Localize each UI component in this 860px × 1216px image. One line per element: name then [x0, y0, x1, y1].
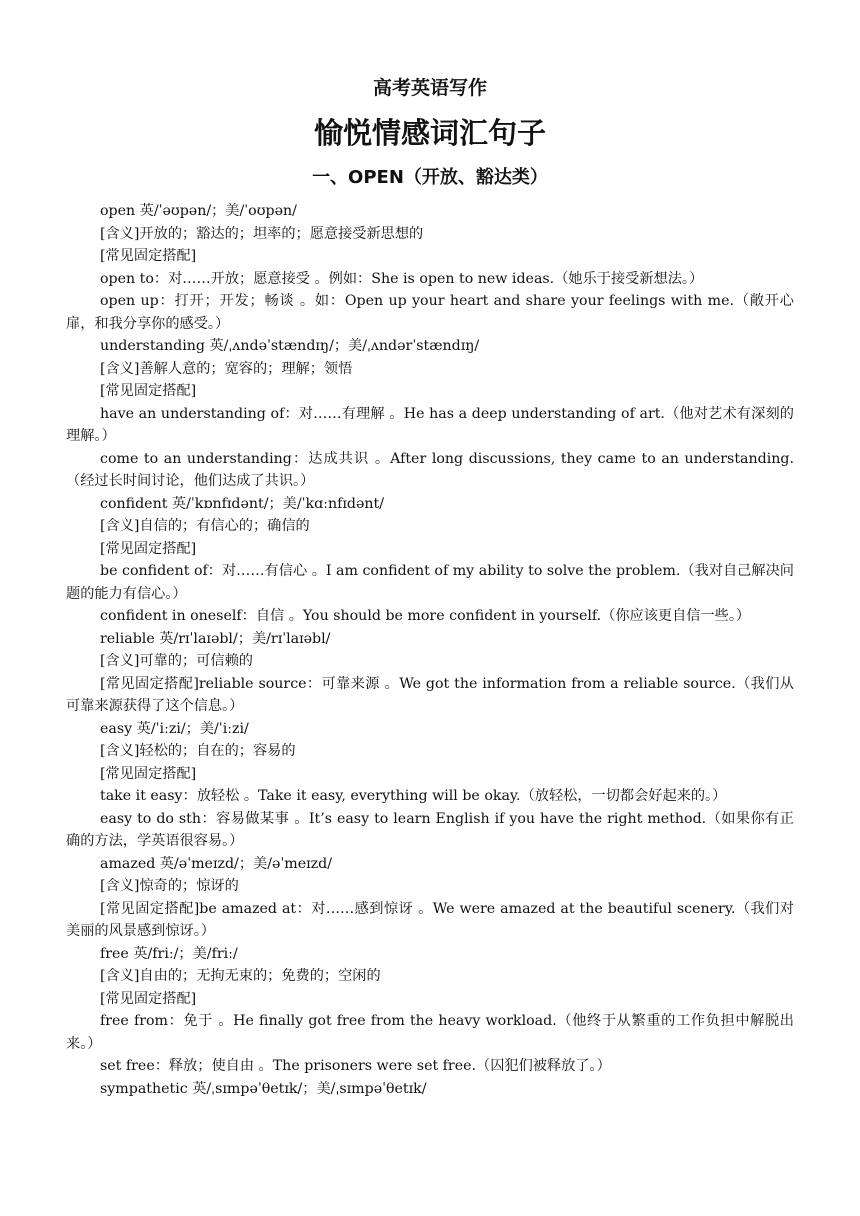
collocation-heading: [常见固定搭配] [100, 990, 197, 1007]
collocation-example: open up：打开；开发；畅谈 。如：Open up your heart and share your feelings with me.（敞开心扉，和我分享你的感受。） [66, 293, 794, 332]
entry-meaning: [含义]自由的；无拘无束的；免费的；空闲的 [100, 968, 381, 984]
collocation-example: [常见固定搭配]reliable source：可靠来源 。We got the information from a reliable source.（我们从可靠来源获得了这个信息。） [66, 675, 794, 714]
entry-meaning: [含义]轻松的；自在的；容易的 [100, 743, 296, 759]
collocation-example: take it easy：放轻松 。Take it easy, everything will be okay.（放轻松，一切都会好起来的。） [100, 788, 727, 804]
collocation-example: have an understanding of：对……有理解 。He has a deep understanding of art.（他对艺术有深刻的理解。） [66, 405, 794, 444]
collocation-heading: [常见固定搭配] [100, 765, 197, 782]
document-title: 愉悦情感词汇句子 [313, 116, 546, 150]
collocation-heading: [常见固定搭配] [100, 248, 197, 264]
collocation-example: confident in oneself：自信 。You should be more confident in yourself.（你应该更自信一些。） [100, 608, 751, 624]
entry-headword: sympathetic 英/ˌsɪmpəˈθetɪk/；美/ˌsɪmpəˈθetɪk/ [100, 1080, 427, 1097]
collocation-heading: [常见固定搭配] [100, 383, 197, 399]
entry-meaning: [含义]自信的；有信心的；确信的 [100, 518, 310, 534]
entry-headword: confident 英/ˈkɒnfɪdənt/；美/ˈkɑːnfɪdənt/ [100, 495, 385, 512]
entry-headword: free 英/friː/；美/friː/ [100, 945, 238, 962]
collocation-example: easy to do sth：容易做某事 。It’s easy to learn English if you have the right method.（如果你有正确的方法，学英语很容易。） [66, 810, 794, 849]
section-heading: 一、OPEN（开放、豁达类） [312, 167, 548, 188]
document-body [66, 200, 794, 1100]
collocation-example: free from：免于 。He finally got free from the heavy workload.（他终于从繁重的工作负担中解脱出来。） [66, 1013, 794, 1052]
collocation-example: open to：对……开放；愿意接受 。例如：She is open to new ideas.（她乐于接受新想法。） [100, 270, 704, 287]
entry-headword: open 英/ˈəʊpən/；美/ˈoʊpən/ [100, 203, 297, 219]
entry-headword: reliable 英/rɪˈlaɪəbl/；美/rɪˈlaɪəbl/ [100, 630, 331, 647]
entry-headword: easy 英/ˈiːzi/；美/ˈiːzi/ [100, 720, 249, 737]
entry-headword: understanding 英/ˌʌndəˈstændɪŋ/；美/ˌʌndərˈstændɪŋ/ [100, 338, 480, 354]
collocation-heading: [常见固定搭配] [100, 540, 197, 557]
entry-meaning: [含义]惊奇的；惊讶的 [100, 878, 239, 894]
entry-meaning: [含义]善解人意的；宽容的；理解；领悟 [100, 360, 353, 377]
collocation-example: come to an understanding：达成共识 。After long discussions, they came to an understanding.（经过长时间讨论，他们达成了共识。） [66, 450, 794, 489]
collocation-example: set free：释放；使自由 。The prisoners were set free.（囚犯们被释放了。） [100, 1058, 611, 1074]
entry-meaning: [含义]开放的；豁达的；坦率的；愿意接受新思想的 [100, 225, 424, 242]
collocation-example: [常见固定搭配]be amazed at：对……感到惊讶 。We were amazed at the beautiful scenery.（我们对美丽的风景感到惊讶。） [66, 900, 794, 939]
entry-headword: amazed 英/əˈmeɪzd/；美/əˈmeɪzd/ [100, 855, 332, 872]
document-kicker: 高考英语写作 [372, 77, 487, 99]
collocation-example: be confident of：对……有信心 。I am confident of my ability to solve the problem.（我对自己解决问题的能力有信心。） [66, 563, 794, 602]
entry-meaning: [含义]可靠的；可信赖的 [100, 653, 253, 669]
